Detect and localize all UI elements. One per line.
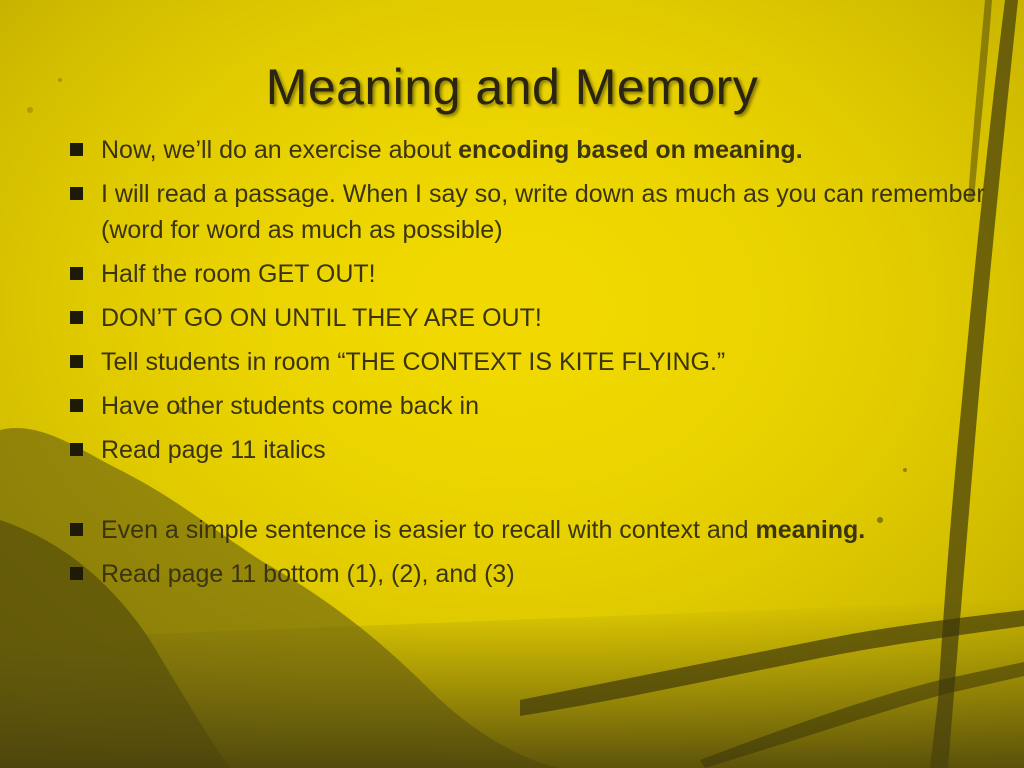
slide-title: Meaning and Memory <box>265 59 759 115</box>
square-bullet-icon <box>70 443 83 456</box>
bullet-text: Tell students in room “THE CONTEXT IS KITE FLYING.” <box>101 348 726 376</box>
bullet-text: DON’T GO ON UNTIL THEY ARE OUT! <box>101 304 542 332</box>
bullet-text: I will read a passage. When I say so, write down as much as you can remember (word for word as much as possible) <box>101 180 985 244</box>
bullet-bold-text: meaning. <box>755 516 866 544</box>
square-bullet-icon <box>70 355 83 368</box>
bullet-item <box>66 556 996 592</box>
bullet-item <box>66 256 996 292</box>
bullet-text: Have other students come back in <box>101 392 479 420</box>
bullet-text: Now, we’ll do an exercise about <box>101 136 459 164</box>
bullet-text: Read page 11 italics <box>101 436 326 464</box>
square-bullet-icon <box>70 523 83 536</box>
bullet-item <box>66 176 996 248</box>
square-bullet-icon <box>70 267 83 280</box>
bullet-bold-text: encoding based on meaning. <box>458 136 803 164</box>
square-bullet-icon <box>70 567 83 580</box>
bullet-item <box>66 132 996 168</box>
bullet-list <box>66 132 996 600</box>
square-bullet-icon <box>70 399 83 412</box>
bullet-item <box>66 512 996 548</box>
bullet-item <box>66 388 996 424</box>
bullet-item <box>66 300 996 336</box>
bullet-item <box>66 344 996 380</box>
bullet-item <box>66 432 996 468</box>
bullet-text: Read page 11 bottom (1), (2), and (3) <box>101 560 515 588</box>
square-bullet-icon <box>70 143 83 156</box>
bullet-text: Even a simple sentence is easier to recall with context and <box>101 516 756 544</box>
square-bullet-icon <box>70 187 83 200</box>
square-bullet-icon <box>70 311 83 324</box>
bullet-text: Half the room GET OUT! <box>101 260 376 288</box>
